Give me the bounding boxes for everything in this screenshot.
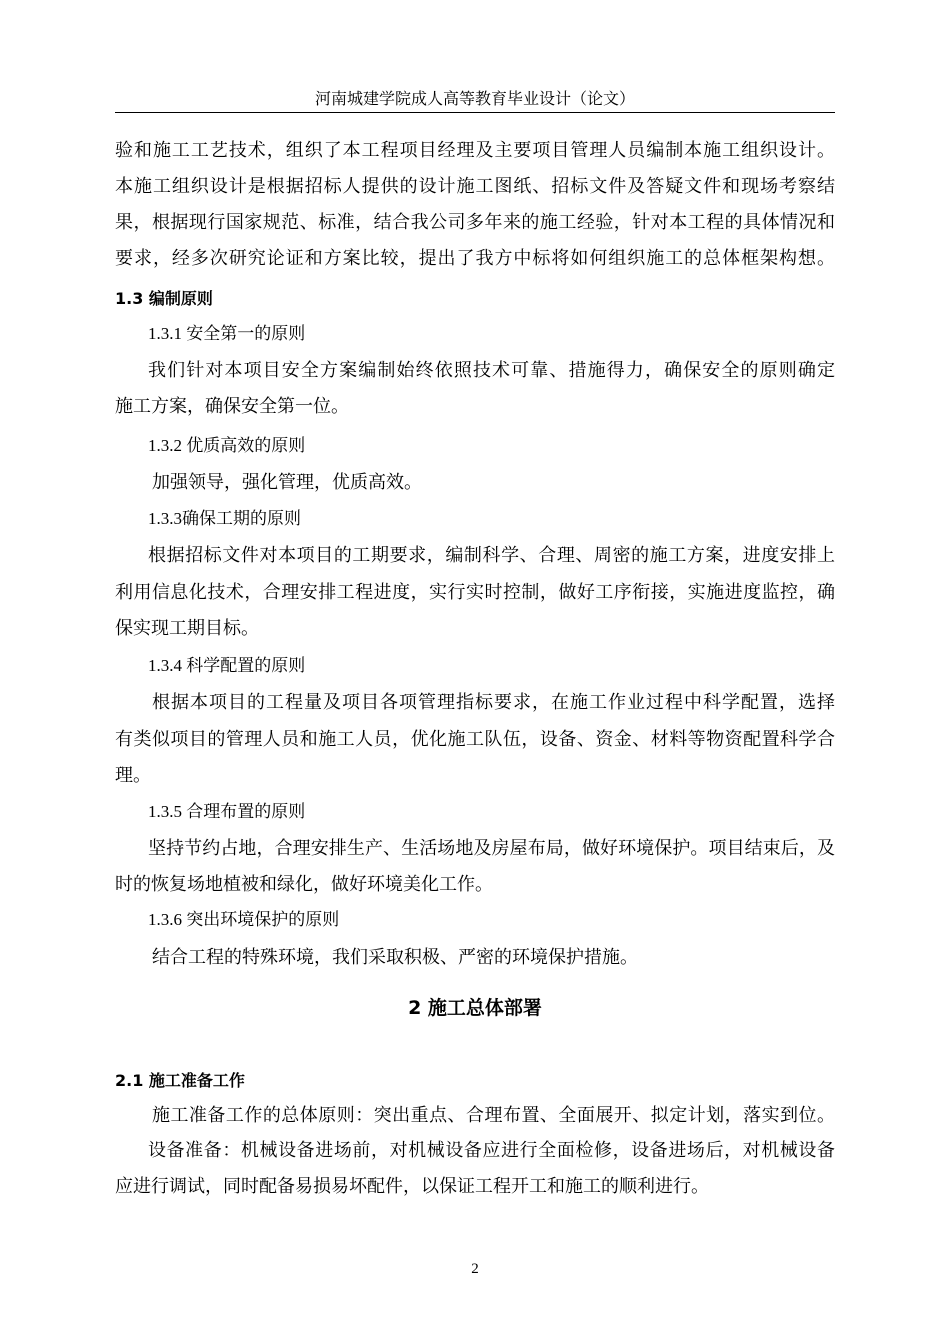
paragraph-line: 应进行调试，同时配备易损易坏配件，以保证工程开工和施工的顺利进行。 xyxy=(115,1176,709,1196)
section-heading-2-1: 2.1 施工准备工作 xyxy=(115,1071,245,1090)
paragraph-line: 时的恢复场地植被和绿化，做好环境美化工作。 xyxy=(115,874,493,894)
subsection-heading-1-3-2: 1.3.2 优质高效的原则 xyxy=(148,436,306,455)
subsection-heading-1-3-1: 1.3.1 安全第一的原则 xyxy=(148,324,306,343)
paragraph-line: 本施工组织设计是根据招标人提供的设计施工图纸、招标文件及答疑文件和现场考察结 xyxy=(115,176,835,196)
chapter-heading: 2 施工总体部署 xyxy=(408,997,542,1019)
paragraph-line: 结合工程的特殊环境，我们采取积极、严密的环境保护措施。 xyxy=(152,947,638,967)
paragraph-line: 验和施工工艺技术，组织了本工程项目经理及主要项目管理人员编制本施工组织设计。 xyxy=(115,140,835,160)
subsection-heading-1-3-3: 1.3.3确保工期的原则 xyxy=(148,509,301,528)
paragraph-line: 设备准备：机械设备进场前，对机械设备应进行全面检修，设备进场后，对机械设备 xyxy=(148,1140,835,1160)
subsection-heading-1-3-4: 1.3.4 科学配置的原则 xyxy=(148,656,306,675)
paragraph-line: 有类似项目的管理人员和施工人员，优化施工队伍，设备、资金、材料等物资配置科学合 xyxy=(115,729,835,749)
page-number: 2 xyxy=(471,1261,479,1277)
paragraph-line: 我们针对本项目安全方案编制始终依照技术可靠、措施得力，确保安全的原则确定 xyxy=(148,360,835,380)
paragraph-line: 施工准备工作的总体原则：突出重点、合理布置、全面展开、拟定计划，落实到位。 xyxy=(152,1105,835,1125)
section-heading-1-3: 1.3 编制原则 xyxy=(115,289,213,308)
paragraph-line: 加强领导，强化管理，优质高效。 xyxy=(152,472,422,492)
subsection-heading-1-3-6: 1.3.6 突出环境保护的原则 xyxy=(148,910,340,929)
paragraph-line: 坚持节约占地，合理安排生产、生活场地及房屋布局，做好环境保护。项目结束后，及 xyxy=(148,838,835,858)
running-header: 河南城建学院成人高等教育毕业设计（论文） xyxy=(314,91,635,108)
paragraph-line: 根据本项目的工程量及项目各项管理指标要求，在施工作业过程中科学配置，选择 xyxy=(152,692,835,712)
subsection-heading-1-3-5: 1.3.5 合理布置的原则 xyxy=(148,802,306,821)
paragraph-line: 根据招标文件对本项目的工期要求，编制科学、合理、周密的施工方案，进度安排上 xyxy=(148,545,835,565)
paragraph-line: 利用信息化技术，合理安排工程进度，实行实时控制，做好工序衔接，实施进度监控，确 xyxy=(115,582,835,602)
paragraph-line: 果，根据现行国家规范、标准，结合我公司多年来的施工经验，针对本工程的具体情况和 xyxy=(115,212,835,232)
header-rule xyxy=(115,112,835,113)
paragraph-line: 要求，经多次研究论证和方案比较，提出了我方中标将如何组织施工的总体框架构想。 xyxy=(115,248,835,268)
paragraph-line: 保实现工期目标。 xyxy=(115,618,259,638)
paragraph-line: 施工方案，确保安全第一位。 xyxy=(115,396,349,416)
paragraph-line: 理。 xyxy=(115,765,151,785)
